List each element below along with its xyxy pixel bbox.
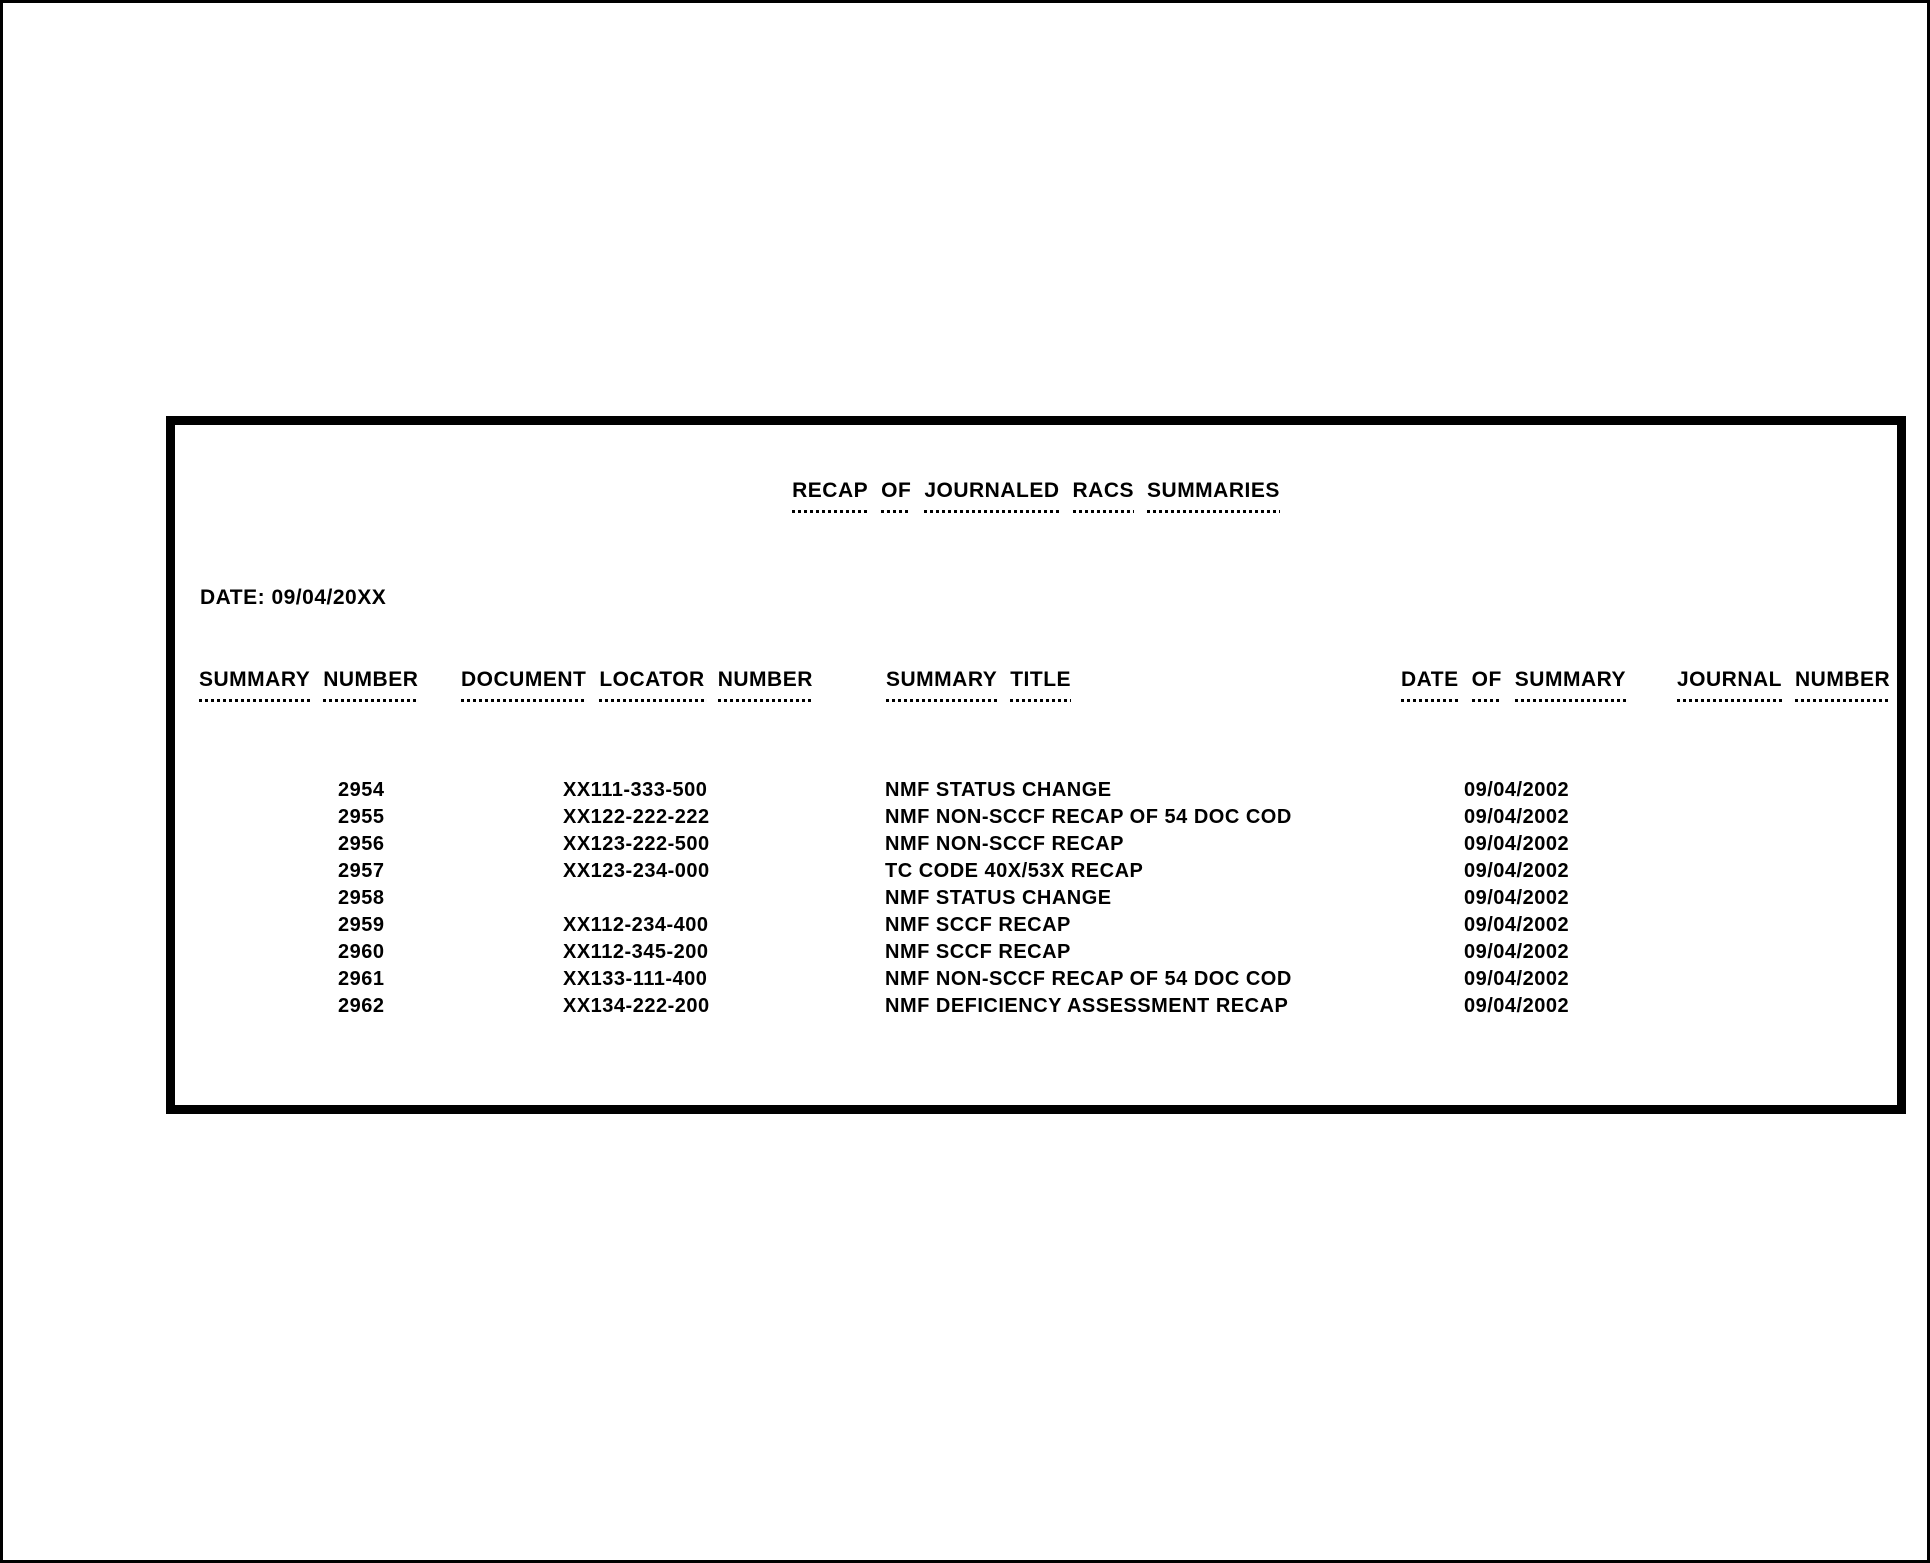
underlined-word: JOURNAL — [1677, 667, 1782, 702]
table-row — [175, 858, 1897, 885]
underlined-word: NUMBER — [1795, 667, 1890, 702]
cell-date-of-summary: 09/04/2002 — [1464, 914, 1570, 936]
underlined-word: RECAP — [792, 478, 868, 513]
cell-date-of-summary: 09/04/2002 — [1464, 995, 1570, 1017]
table-row — [175, 777, 1897, 804]
underlined-word: OF — [881, 478, 911, 513]
cell-summary-number: 2954 — [338, 779, 385, 801]
date-label: DATE: — [200, 586, 266, 609]
cell-summary-number: 2959 — [338, 914, 385, 936]
cell-document-locator-number: XX112-234-400 — [563, 914, 709, 936]
cell-document-locator-number: XX112-345-200 — [563, 941, 709, 963]
underlined-word: NUMBER — [718, 667, 813, 702]
table-row — [175, 804, 1897, 831]
table-row — [175, 993, 1897, 1020]
underlined-word: SUMMARY — [886, 667, 997, 702]
underlined-word: JOURNALED — [924, 478, 1059, 513]
report-title-row — [175, 478, 1897, 513]
cell-date-of-summary: 09/04/2002 — [1464, 887, 1570, 909]
cell-summary-number: 2958 — [338, 887, 385, 909]
table-row — [175, 831, 1897, 858]
column-header-date-of-summary — [1401, 667, 1626, 702]
cell-summary-title: NMF NON-SCCF RECAP OF 54 DOC COD — [885, 806, 1292, 828]
cell-summary-number: 2961 — [338, 968, 385, 990]
column-header-summary-number — [199, 667, 418, 702]
cell-summary-title: NMF DEFICIENCY ASSESSMENT RECAP — [885, 995, 1289, 1017]
cell-summary-title: NMF SCCF RECAP — [885, 914, 1071, 936]
cell-summary-title: NMF NON-SCCF RECAP — [885, 833, 1124, 855]
underlined-word: DOCUMENT — [461, 667, 586, 702]
underlined-word: DATE — [1401, 667, 1459, 702]
cell-document-locator-number: XX123-222-500 — [563, 833, 710, 855]
cell-document-locator-number: XX133-111-400 — [563, 968, 708, 990]
cell-date-of-summary: 09/04/2002 — [1464, 806, 1570, 828]
cell-date-of-summary: 09/04/2002 — [1464, 968, 1570, 990]
table-row — [175, 885, 1897, 912]
table-header-row — [175, 667, 1897, 717]
report-frame — [166, 416, 1906, 1114]
column-header-summary-title — [886, 667, 1071, 702]
cell-summary-title: NMF STATUS CHANGE — [885, 887, 1112, 909]
cell-summary-number: 2956 — [338, 833, 385, 855]
underlined-word: SUMMARY — [199, 667, 310, 702]
cell-document-locator-number: XX134-222-200 — [563, 995, 710, 1017]
underlined-word: SUMMARY — [1515, 667, 1626, 702]
underlined-word: TITLE — [1010, 667, 1071, 702]
cell-summary-number: 2962 — [338, 995, 385, 1017]
report-date-line — [200, 585, 386, 610]
table-row — [175, 939, 1897, 966]
table-row — [175, 912, 1897, 939]
cell-summary-title: NMF STATUS CHANGE — [885, 779, 1112, 801]
table-body — [175, 777, 1897, 1020]
cell-summary-number: 2960 — [338, 941, 385, 963]
underlined-word: LOCATOR — [599, 667, 704, 702]
cell-document-locator-number: XX123-234-000 — [563, 860, 710, 882]
cell-date-of-summary: 09/04/2002 — [1464, 941, 1570, 963]
column-header-document-locator-number — [461, 667, 813, 702]
cell-date-of-summary: 09/04/2002 — [1464, 779, 1570, 801]
table-row — [175, 966, 1897, 993]
underlined-word: NUMBER — [323, 667, 418, 702]
cell-summary-number: 2955 — [338, 806, 385, 828]
report-title — [792, 479, 1280, 502]
cell-summary-number: 2957 — [338, 860, 385, 882]
underlined-word: OF — [1472, 667, 1502, 702]
underlined-word: RACS — [1073, 478, 1135, 513]
cell-summary-title: TC CODE 40X/53X RECAP — [885, 860, 1144, 882]
date-value: 09/04/20XX — [271, 586, 387, 609]
cell-document-locator-number: XX111-333-500 — [563, 779, 708, 801]
cell-summary-title: NMF SCCF RECAP — [885, 941, 1071, 963]
underlined-word: SUMMARIES — [1147, 478, 1280, 513]
cell-summary-title: NMF NON-SCCF RECAP OF 54 DOC COD — [885, 968, 1292, 990]
cell-date-of-summary: 09/04/2002 — [1464, 833, 1570, 855]
column-header-journal-number — [1677, 667, 1890, 702]
cell-date-of-summary: 09/04/2002 — [1464, 860, 1570, 882]
cell-document-locator-number: XX122-222-222 — [563, 806, 710, 828]
